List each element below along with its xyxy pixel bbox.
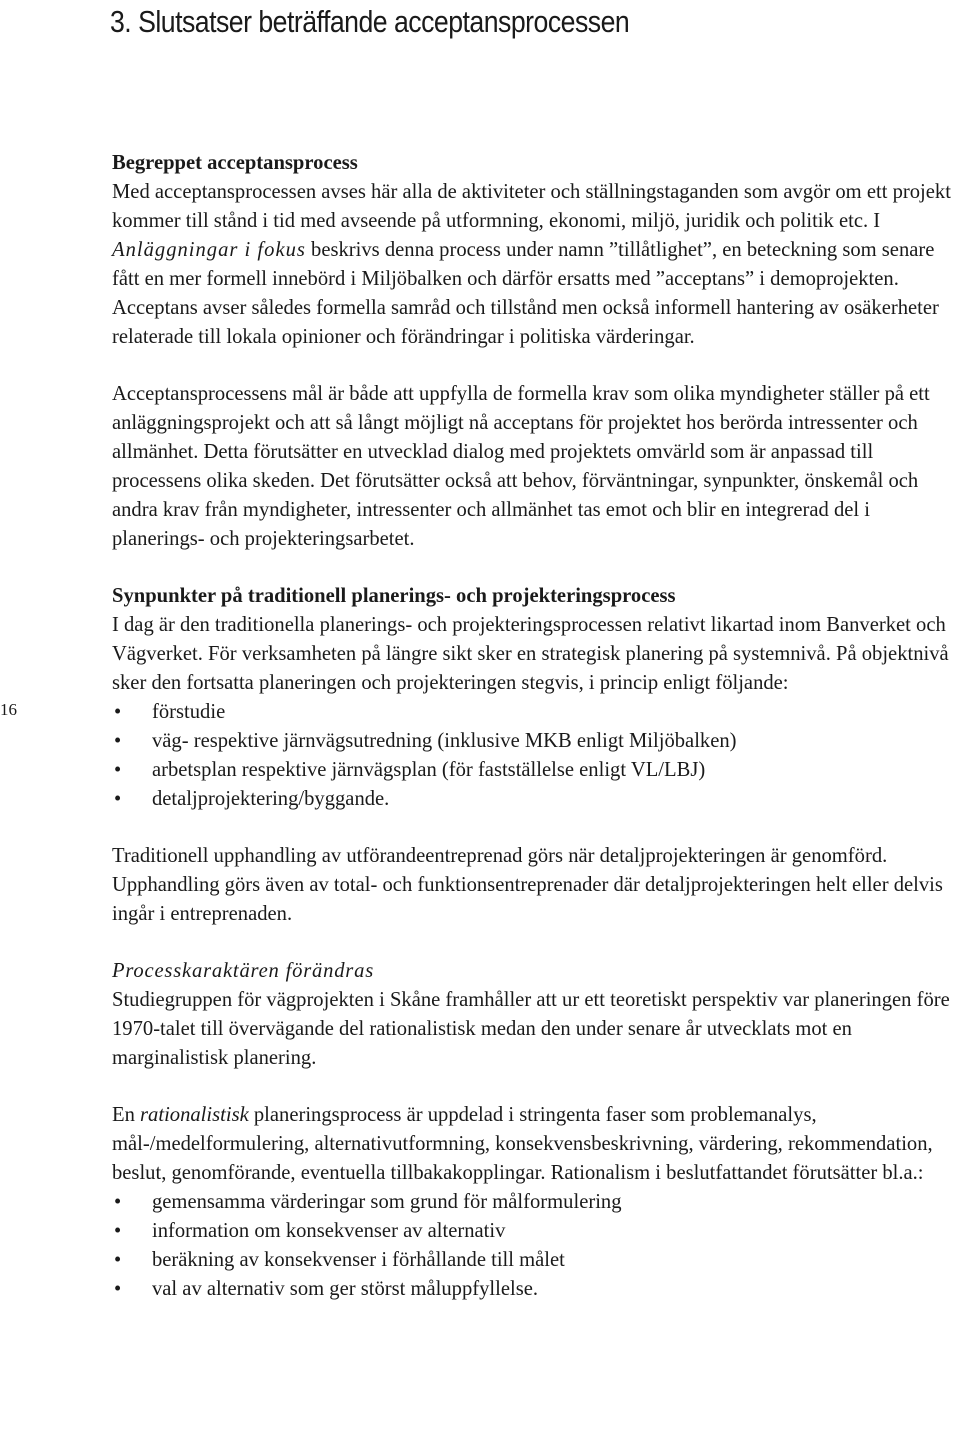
bullet-icon: • [114, 730, 122, 752]
list-item: • detaljprojektering/byggande. [112, 785, 957, 814]
list-item: • väg- respektive järnvägsutredning (inklusive MKB enligt Miljöbalken) [112, 727, 957, 756]
bullet-icon: • [114, 1191, 122, 1213]
list-item: • val av alternativ som ger störst måluppfyllelse. [112, 1275, 957, 1304]
bullet-icon: • [114, 759, 122, 781]
section-heading: Synpunkter på traditionell planerings- och projekteringsprocess [112, 585, 676, 607]
list-item: • förstudie [112, 698, 957, 727]
section-acceptansprocess [112, 149, 957, 352]
paragraph-text: beskrivs denna process under namn ”tillåtlighet”, en beteckning som senare fått en mer formell innebörd i Miljöbalken och därför ersatts med ”acceptans” i demoprojekten. Acceptans avser således formella samråd och tillstånd men också informell hantering av osäkerheter relaterade till lokala opinioner och förändringar i politiska värderingar. [112, 239, 939, 348]
bullet-icon: • [114, 1249, 122, 1271]
document-body [112, 149, 957, 1332]
page-number: 16 [0, 700, 17, 719]
bullet-list [112, 1188, 957, 1304]
section-processkaraktar [112, 957, 957, 1073]
chapter-title: 3. Slutsatser beträffande acceptansprocessen [110, 4, 630, 39]
italic-section-heading: Processkaraktären förändras [112, 960, 375, 982]
italic-title: Anläggningar i fokus [112, 239, 306, 261]
list-item: • information om konsekvenser av alternativ [112, 1217, 957, 1246]
bullet-icon: • [114, 701, 122, 723]
list-item: • gemensamma värderingar som grund för målformulering [112, 1188, 957, 1217]
list-item: • beräkning av konsekvenser i förhållande till målet [112, 1246, 957, 1275]
bullet-list [112, 698, 957, 814]
paragraph: Acceptansprocessens mål är både att uppfylla de formella krav som olika myndigheter ställer på ett anläggningsprojekt och att så långt möjligt nå acceptans för projektet hos berörda intressenter och allmänhet. Detta förutsätter en utvecklad dialog med projektets omvärld som är anpassad till processens olika skeden. Det förutsätter också att behov, förväntningar, synpunkter, önskemål och andra krav från myndigheter, intressenter och allmänhet tas emot och blir en integrerad del i planerings- och projekteringsarbetet. [112, 383, 930, 550]
list-item: • arbetsplan respektive järnvägsplan (för fastställelse enligt VL/LBJ) [112, 756, 957, 785]
paragraph-text: Med acceptansprocessen avses här alla de aktiviteter och ställningstaganden som avgör om ett projekt kommer till stånd i tid med avseende på utformning, ekonomi, miljö, juridik och politik etc. I [112, 181, 951, 232]
paragraph-text: I dag är den traditionella planerings- och projekteringsprocessen relativt likartad inom Banverket och Vägverket. För verksamheten på längre sikt sker en strategisk planering på systemnivå. På objektnivå sker den fortsatta planeringen och projekteringen stegvis, i princip enligt följande: [112, 614, 949, 694]
paragraph: En rationalistisk planeringsprocess är uppdelad i stringenta faser som problemanalys, mål-/medelformulering, alternativutformning, konsekvensbeskrivning, värdering, rekommendation, beslut, genomförande, eventuella tillbakakopplingar. Rationalism i beslutfattandet förutsätter bl.a.: [112, 1104, 933, 1184]
section-heading: Begreppet acceptansprocess [112, 152, 358, 174]
paragraph: Traditionell upphandling av utförandeentreprenad görs när detaljprojekteringen är genomförd. Upphandling görs även av total- och funktionsentreprenader där detaljprojekteringen helt eller delvis ingår i entreprenaden. [112, 845, 943, 925]
section-traditionell-process [112, 582, 957, 698]
bullet-icon: • [114, 1220, 122, 1242]
paragraph-text: Studiegruppen för vägprojekten i Skåne framhåller att ur ett teoretiskt perspektiv var planeringen före 1970-talet till övervägande del rationalistisk medan den under senare år utvecklats mot en marginalistisk planering. [112, 989, 950, 1069]
bullet-icon: • [114, 1278, 122, 1300]
italic-term: rationalistisk [140, 1104, 249, 1126]
bullet-icon: • [114, 788, 122, 810]
